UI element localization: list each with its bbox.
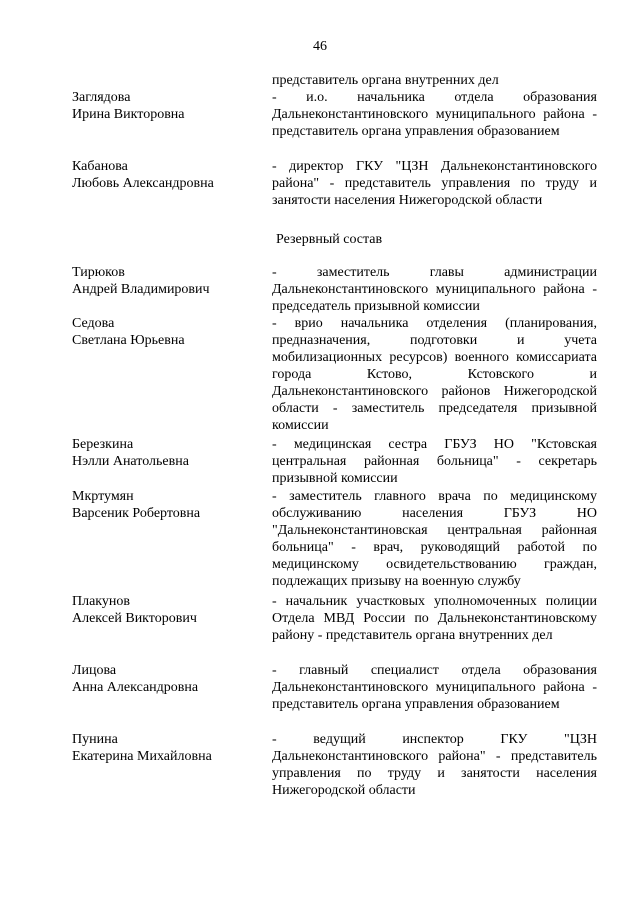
member-role: - врио начальника отделения (планирования, предназначения, подготовки и учета мобилизационных ресурсов) военного комиссариата города Кстово, Кстовского и Дальнеконстантиновского районов Нижегородской области - заместитель председателя призывной комиссии xyxy=(272,316,597,433)
member-given-name: Андрей Владимирович xyxy=(72,282,210,297)
member-name xyxy=(72,593,262,627)
member-given-name: Ирина Викторовна xyxy=(72,107,185,122)
member-given-name: Светлана Юрьевна xyxy=(72,333,185,348)
member-surname: Мкртумян xyxy=(72,489,134,504)
member-given-name: Варсеник Робертовна xyxy=(72,506,201,521)
member-surname: Заглядова xyxy=(72,90,131,105)
member-surname: Березкина xyxy=(72,437,134,452)
member-name xyxy=(72,89,262,123)
member-role: - и.о. начальника отдела образования Дальнеконстантиновского муниципального района - представитель органа управления образованием xyxy=(272,90,597,139)
page-number: 46 xyxy=(313,39,327,54)
member-surname: Плакунов xyxy=(72,594,131,609)
member-role: - директор ГКУ "ЦЗН Дальнеконстантиновского района" - представитель управления по труду и занятости населения Нижегородской области xyxy=(272,159,597,208)
member-name xyxy=(72,662,262,696)
member-given-name: Нэлли Анатольевна xyxy=(72,454,189,469)
member-name xyxy=(72,731,262,765)
member-name xyxy=(72,488,262,522)
member-given-name: Алексей Викторович xyxy=(72,611,197,626)
member-surname: Лицова xyxy=(72,663,117,678)
member-role: - ведущий инспектор ГКУ "ЦЗН Дальнеконстантиновского района" - представитель управления по труду и занятости населения Нижегородской области xyxy=(272,732,597,798)
member-surname: Пунина xyxy=(72,732,118,747)
member-name xyxy=(72,436,262,470)
member-given-name: Любовь Александровна xyxy=(72,176,214,191)
member-role: - заместитель главы администрации Дальнеконстантиновского муниципального района - председатель призывной комиссии xyxy=(272,265,597,314)
member-role: - начальник участковых уполномоченных полиции Отдела МВД России по Дальнеконстантиновскому району - представитель органа внутренних дел xyxy=(272,594,597,643)
member-role: - медицинская сестра ГБУЗ НО "Кстовская центральная районная больница" - секретарь призывной комиссии xyxy=(272,437,597,486)
member-surname: Кабанова xyxy=(72,159,128,174)
continued-role-text: представитель органа внутренних дел xyxy=(272,73,499,88)
member-role: - заместитель главного врача по медицинскому обслуживанию населения ГБУЗ НО "Дальнеконстантиновская центральная районная больница" - врач, руководящий работой по медицинскому освидетельствованию граждан, подлежащих призыву на военную службу xyxy=(272,489,597,589)
member-role: - главный специалист отдела образования Дальнеконстантиновского муниципального района - представитель органа управления образованием xyxy=(272,663,597,712)
member-given-name: Анна Александровна xyxy=(72,680,199,695)
member-surname: Седова xyxy=(72,316,115,331)
member-name xyxy=(72,264,262,298)
member-name xyxy=(72,158,262,192)
member-surname: Тирюков xyxy=(72,265,125,280)
member-given-name: Екатерина Михайловна xyxy=(72,749,212,764)
reserve-section-title: Резервный состав xyxy=(276,232,383,247)
member-name xyxy=(72,315,262,349)
